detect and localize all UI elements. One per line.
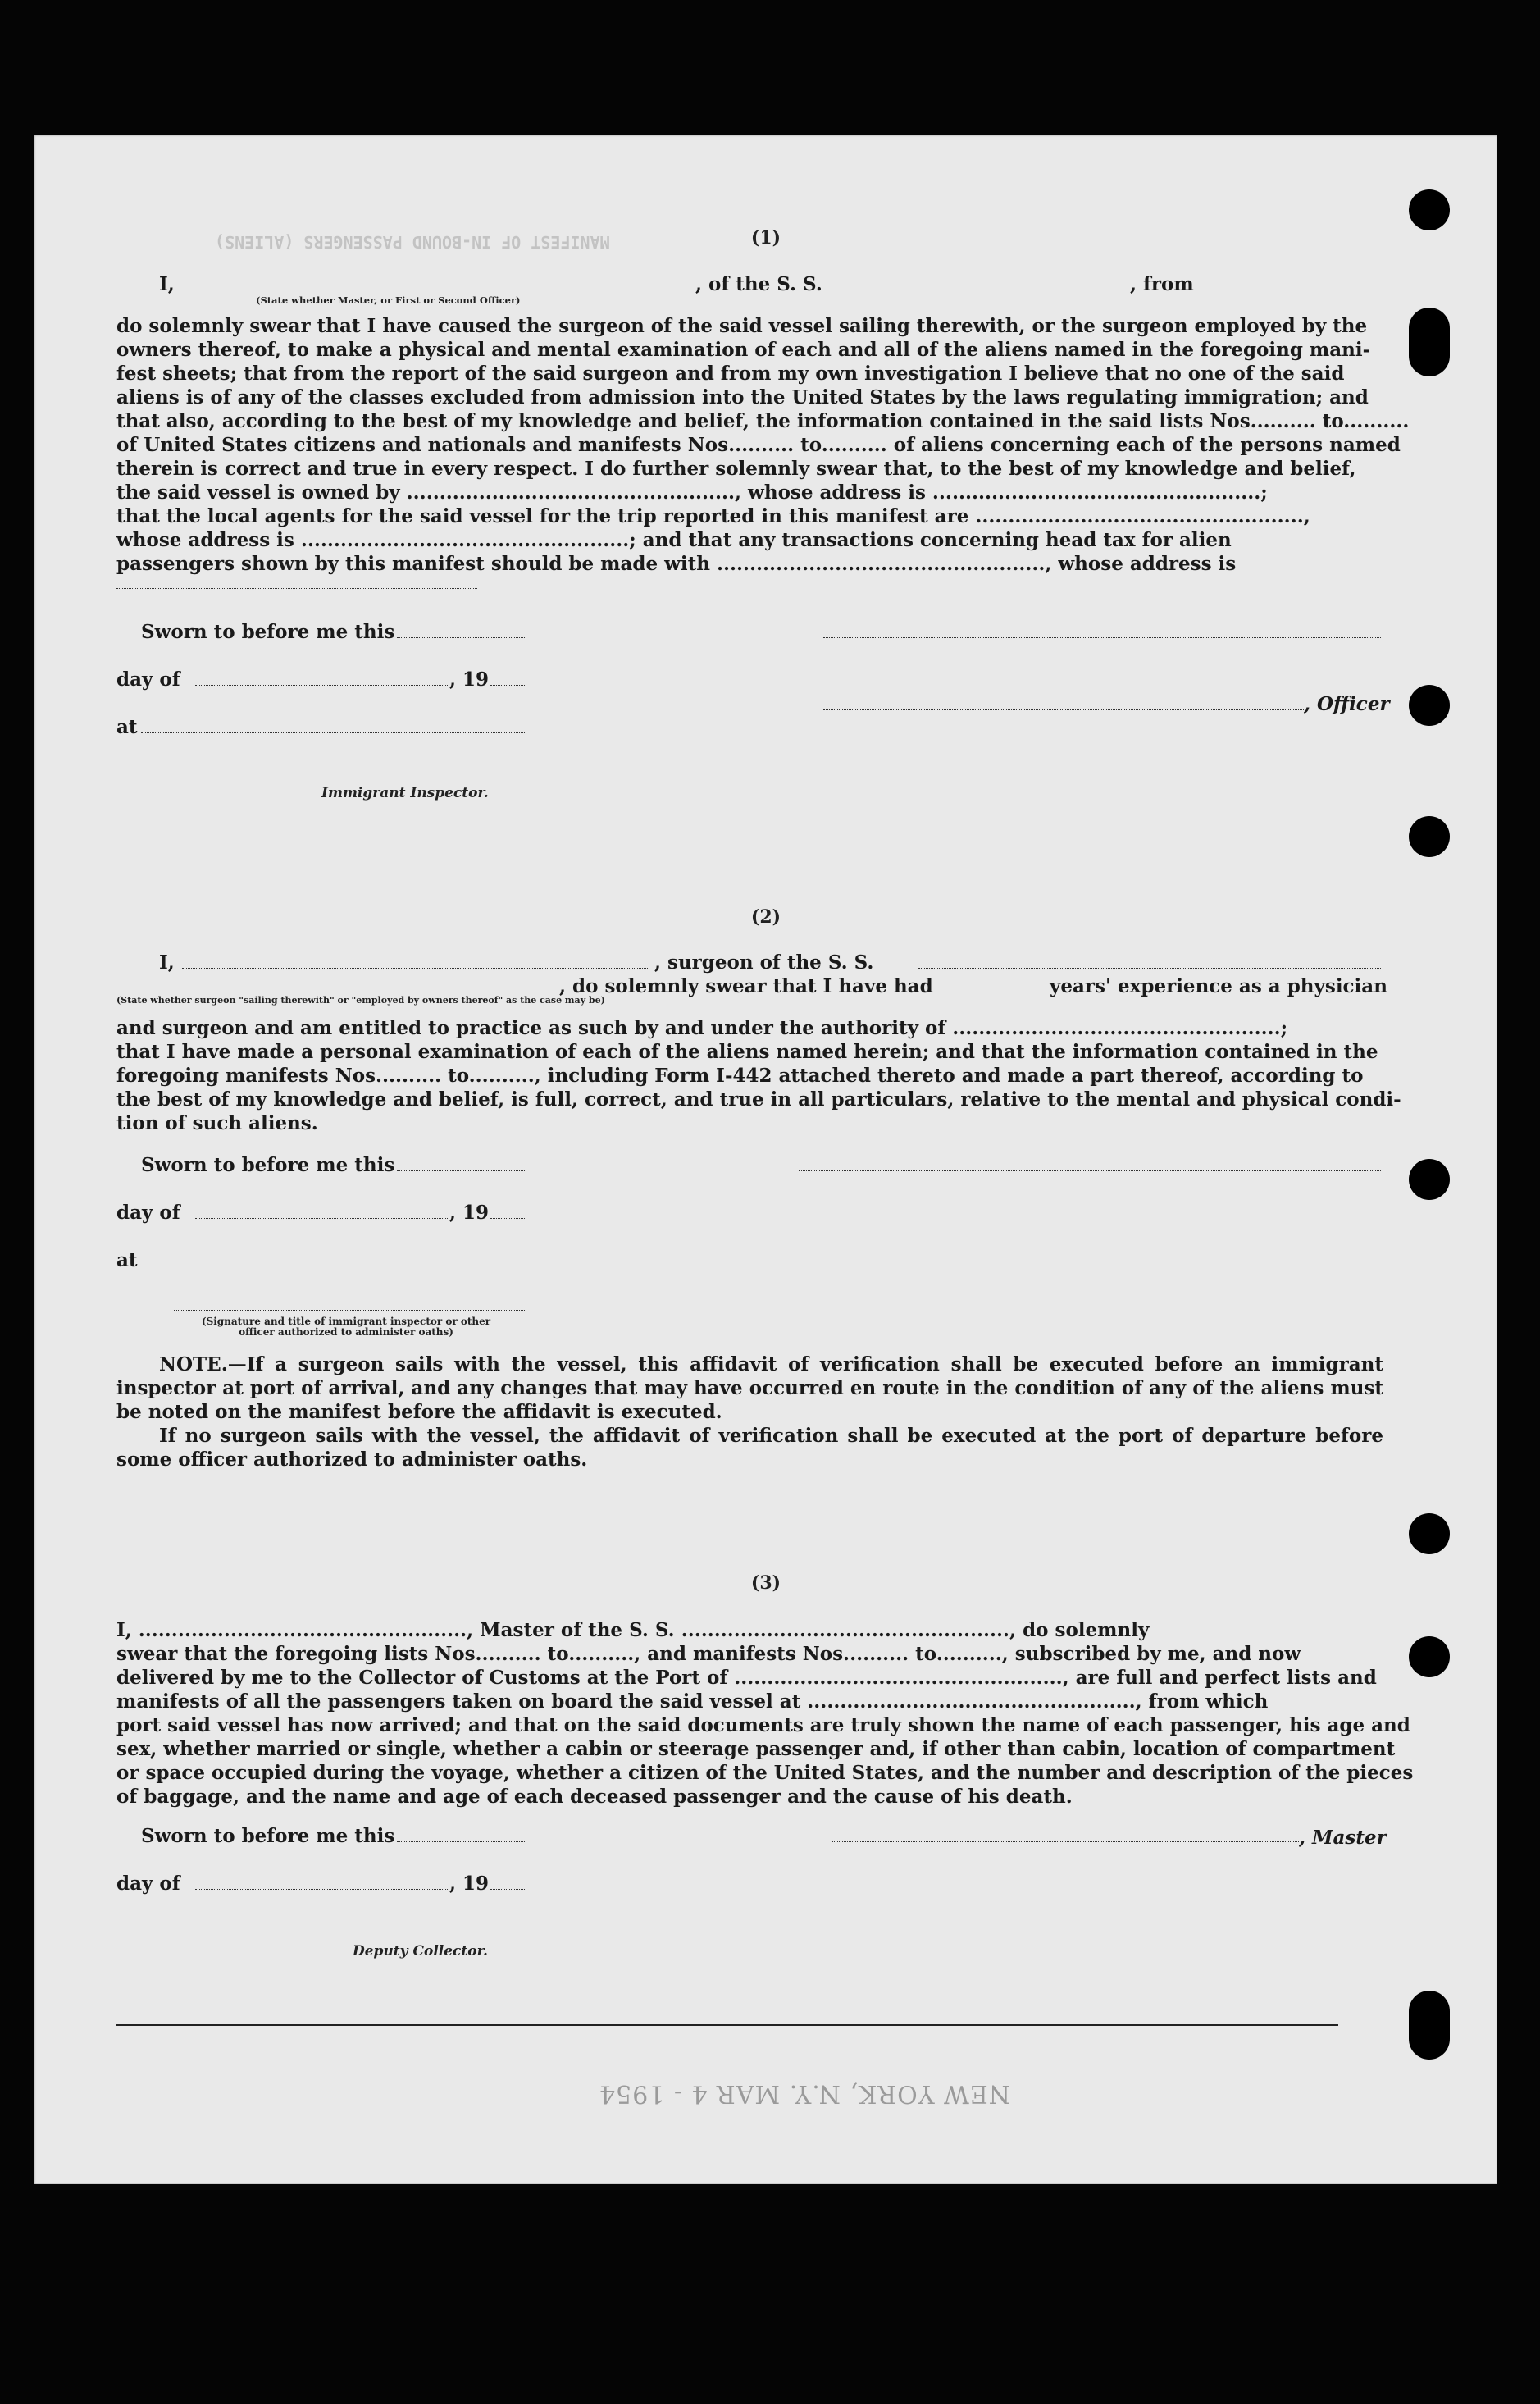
- bottom-rule: [116, 2024, 1338, 2026]
- section-1-number: (1): [750, 227, 781, 249]
- s3-sworn-field[interactable]: [397, 1841, 526, 1842]
- punch-hole: [1409, 685, 1450, 726]
- s1-address-field[interactable]: [116, 588, 477, 589]
- punch-hole: [1409, 816, 1450, 857]
- s2-signature-line[interactable]: [799, 1170, 1381, 1171]
- s3-line: port said vessel has now arrived; and that on the said documents are truly shown the name of each passenger, his age and: [116, 1714, 1410, 1736]
- s3-line: delivered by me to the Collector of Customs at the Port of .................................................., are full and perfect lists and: [116, 1667, 1377, 1689]
- s2-sworn-label: Sworn to before me this: [141, 1154, 395, 1176]
- s2-line: foregoing manifests Nos.......... to.........., including Form I-442 attached thereto and made a part thereof, according to: [116, 1065, 1364, 1087]
- s2-i-label: I,: [159, 951, 175, 974]
- s2-note-2: If no surgeon sails with the vessel, the affidavit of verification shall be executed at the port of departure before some officer authorized to administer oaths.: [116, 1425, 1383, 1471]
- s2-line: the best of my knowledge and belief, is full, correct, and true in all particulars, relative to the mental and physical condi-: [116, 1088, 1401, 1111]
- s1-line: do solemnly swear that I have caused the surgeon of the said vessel sailing therewith, or the surgeon employed by the: [116, 315, 1368, 337]
- s2-swear-label: , do solemnly swear that I have had: [559, 975, 933, 997]
- s3-master-line[interactable]: [832, 1841, 1299, 1842]
- section-2-number: (2): [750, 906, 781, 928]
- s3-oath-body: [116, 1618, 1414, 1809]
- s2-status-hint: (State whether surgeon "sailing therewith" or "employed by owners thereof" as the case may be): [116, 995, 605, 1006]
- punch-hole: [1409, 1991, 1450, 2060]
- s3-master-caption: , Master: [1299, 1827, 1387, 1849]
- s3-line: or space occupied during the voyage, whether a citizen of the United States, and the number and description of the pieces: [116, 1762, 1414, 1784]
- s2-year-field[interactable]: [490, 1218, 526, 1219]
- s3-year-field[interactable]: [490, 1889, 526, 1890]
- s2-line: and surgeon and am entitled to practice as such by and under the authority of ..................................................;: [116, 1017, 1288, 1039]
- s2-line: that I have made a personal examination of each of the aliens named herein; and that the information contained in the: [116, 1041, 1378, 1063]
- s1-year-label: , 19: [449, 668, 490, 691]
- s2-day-label: day of: [116, 1202, 180, 1224]
- document-page: [34, 135, 1497, 2184]
- punch-hole: [1409, 1159, 1450, 1200]
- s2-inspector-line[interactable]: [174, 1310, 526, 1311]
- s1-day-field[interactable]: [195, 685, 449, 686]
- date-stamp: NEW YORK, N.Y. MAR 4 - 1954: [599, 2079, 1011, 2108]
- s2-surgeon-name-field[interactable]: [182, 968, 649, 969]
- s1-sworn-field[interactable]: [397, 637, 526, 638]
- s3-year-label: , 19: [449, 1873, 490, 1895]
- s1-officer-caption: , Officer: [1304, 693, 1390, 715]
- s1-line: whose address is ..................................................; and that any transactions concerning head tax for alien: [116, 529, 1232, 551]
- s3-line: sex, whether married or single, whether a cabin or steerage passenger and, if other than cabin, location of compartment: [116, 1738, 1396, 1760]
- s2-line: tion of such aliens.: [116, 1112, 318, 1134]
- s1-ss-label: , of the S. S.: [695, 273, 822, 295]
- s1-i-label: I,: [159, 273, 175, 295]
- s2-year-label: , 19: [449, 1202, 490, 1224]
- s1-sworn-label: Sworn to before me this: [141, 621, 395, 643]
- s2-day-field[interactable]: [195, 1218, 449, 1219]
- s2-ss-label: , surgeon of the S. S.: [654, 951, 874, 974]
- s1-day-label: day of: [116, 668, 180, 691]
- s1-officer-line[interactable]: [823, 709, 1307, 710]
- s1-line: passengers shown by this manifest should be made with .................................................., whose address is: [116, 553, 1237, 575]
- s1-line: aliens is of any of the classes excluded from admission into the United States by the laws regulating immigration; and: [116, 386, 1369, 408]
- punch-hole: [1409, 308, 1450, 376]
- s1-line: the said vessel is owned by .................................................., whose address is ..................................................;: [116, 481, 1268, 504]
- s2-note-label: NOTE.: [159, 1353, 228, 1375]
- s3-deputy-caption: Deputy Collector.: [353, 1943, 488, 1959]
- s1-year-field[interactable]: [490, 685, 526, 686]
- s3-day-label: day of: [116, 1873, 180, 1895]
- s2-sworn-field[interactable]: [397, 1170, 526, 1171]
- s1-at-label: at: [116, 716, 138, 738]
- s3-line: I, .................................................., Master of the S. S. .................................................., do solemnly: [116, 1619, 1150, 1641]
- s3-line: of baggage, and the name and age of each deceased passenger and the cause of his death.: [116, 1786, 1073, 1808]
- s3-line: swear that the foregoing lists Nos.......... to.........., and manifests Nos.......... to.........., subscribed by me, and now: [116, 1643, 1301, 1665]
- s1-line: that also, according to the best of my knowledge and belief, the information contained in the said lists Nos.......... to..........: [116, 410, 1410, 432]
- s1-signature-line[interactable]: [823, 637, 1381, 638]
- s1-line: fest sheets; that from the report of the said surgeon and from my own investigation I believe that no one of the said: [116, 363, 1345, 385]
- s1-from-label: , from: [1130, 273, 1194, 295]
- section-3-number: (3): [750, 1572, 781, 1594]
- s2-note: [116, 1353, 1383, 1424]
- s3-line: manifests of all the passengers taken on board the said vessel at .................................................., from which: [116, 1690, 1269, 1713]
- s2-note-text: —If a surgeon sails with the vessel, this affidavit of verification shall be executed before an immigrant inspector at port of arrival, and any changes that may have occurred en route in the condition of any of the aliens must be noted on the manifest before the affidavit is executed.: [116, 1353, 1383, 1423]
- punch-hole: [1409, 1513, 1450, 1554]
- s1-oath-body: [116, 314, 1410, 576]
- s1-at-field[interactable]: [141, 732, 526, 733]
- s1-line: that the local agents for the said vessel for the trip reported in this manifest are ..................................................,: [116, 505, 1310, 527]
- s2-oath-body: [116, 1016, 1401, 1135]
- s2-at-label: at: [116, 1249, 138, 1271]
- punch-hole: [1409, 1636, 1450, 1677]
- s2-years-label: years' experience as a physician: [1050, 975, 1387, 997]
- s1-line: of United States citizens and nationals and manifests Nos.......... to.......... of aliens concerning each of the persons named: [116, 434, 1401, 456]
- s1-line: therein is correct and true in every respect. I do further solemnly swear that, to the best of my knowledge and belief,: [116, 458, 1356, 480]
- s1-officer-hint: (State whether Master, or First or Second Officer): [256, 294, 521, 306]
- s3-day-field[interactable]: [195, 1889, 449, 1890]
- s2-vessel-field[interactable]: [918, 968, 1381, 969]
- s3-sworn-label: Sworn to before me this: [141, 1825, 395, 1847]
- s1-inspector-caption: Immigrant Inspector.: [321, 785, 489, 801]
- s2-inspector-hint: (Signature and title of immigrant inspector or other officer authorized to administer oaths): [201, 1316, 491, 1338]
- bleed-through-text: MANIFEST OF IN-BOUND PASSENGERS (ALIENS): [215, 232, 610, 252]
- punch-hole: [1409, 189, 1450, 230]
- s1-line: owners thereof, to make a physical and mental examination of each and all of the aliens named in the foregoing mani-: [116, 339, 1371, 361]
